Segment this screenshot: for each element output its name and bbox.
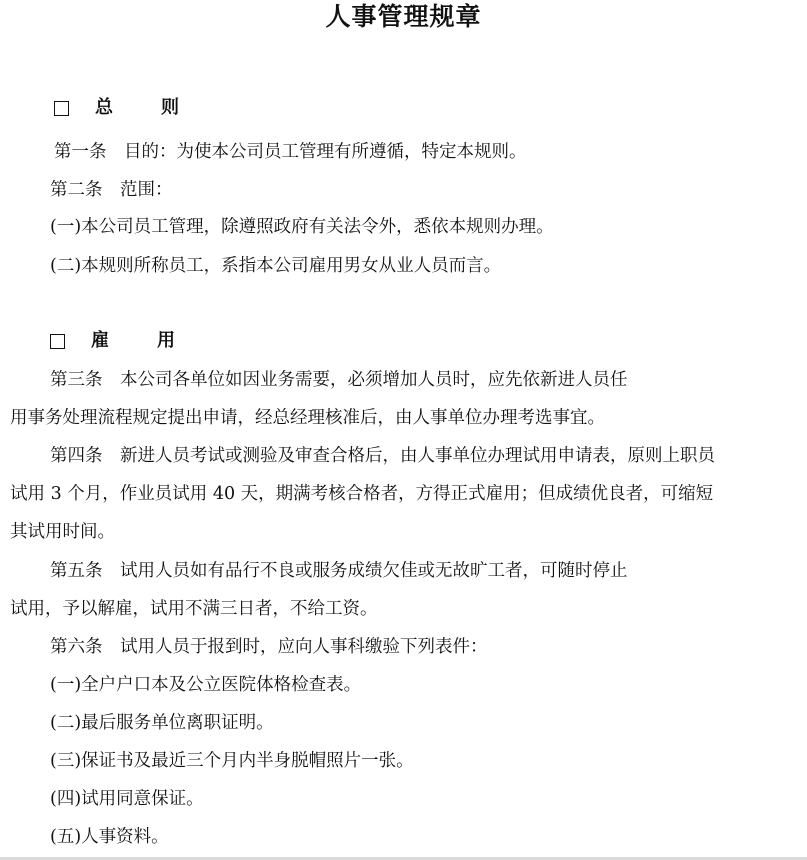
clause-line: (一)全户户口本及公立医院体格检查表。 xyxy=(50,675,362,695)
article-line: 用事务处理流程规定提出申请，经总经理核准后，由人事单位办理考选事宜。 xyxy=(10,408,605,428)
article-line: 试用 3 个月，作业员试用 40 天，期满考核合格者，方得正式雇用；但成绩优良者，可缩短 xyxy=(10,484,714,504)
checkbox-square-icon xyxy=(54,101,69,116)
article-line: 第四条 新进人员考试或测验及审查合格后，由人事单位办理试用申请表，原则上职员 xyxy=(50,446,715,466)
section-heading-char: 用 xyxy=(157,330,175,351)
clause-line: (二)本规则所称员工，系指本公司雇用男女从业人员而言。 xyxy=(50,256,502,276)
clause-line: (二)最后服务单位离职证明。 xyxy=(50,713,274,733)
section-heading-char: 则 xyxy=(161,97,179,118)
clause-line: (五)人事资料。 xyxy=(50,827,169,847)
checkbox-square-icon xyxy=(50,334,65,349)
clause-line: (四)试用同意保证。 xyxy=(50,789,204,809)
clause-line: (三)保证书及最近三个月内半身脱帽照片一张。 xyxy=(50,751,414,771)
section-heading-char: 雇 xyxy=(91,330,109,351)
document-title: 人事管理规章 xyxy=(325,2,482,31)
article-line: 第二条 范围： xyxy=(50,180,173,200)
article-line: 第五条 试用人员如有品行不良或服务成绩欠佳或无故旷工者，可随时停止 xyxy=(50,561,628,581)
article-line: 第三条 本公司各单位如因业务需要，必须增加人员时，应先依新进人员任 xyxy=(50,370,628,390)
article-line: 其试用时间。 xyxy=(10,522,115,542)
article-line: 试用，予以解雇，试用不满三日者，不给工资。 xyxy=(10,599,378,619)
section-heading-hiring xyxy=(50,329,175,353)
clause-line: (一)本公司员工管理，除遵照政府有关法令外，悉依本规则办理。 xyxy=(50,217,554,237)
section-heading-general xyxy=(54,96,179,120)
article-line: 第一条 目的：为使本公司员工管理有所遵循，特定本规则。 xyxy=(54,142,527,162)
article-line: 第六条 试用人员于报到时，应向人事科缴验下列表件： xyxy=(50,637,488,657)
section-heading-char: 总 xyxy=(95,97,113,118)
